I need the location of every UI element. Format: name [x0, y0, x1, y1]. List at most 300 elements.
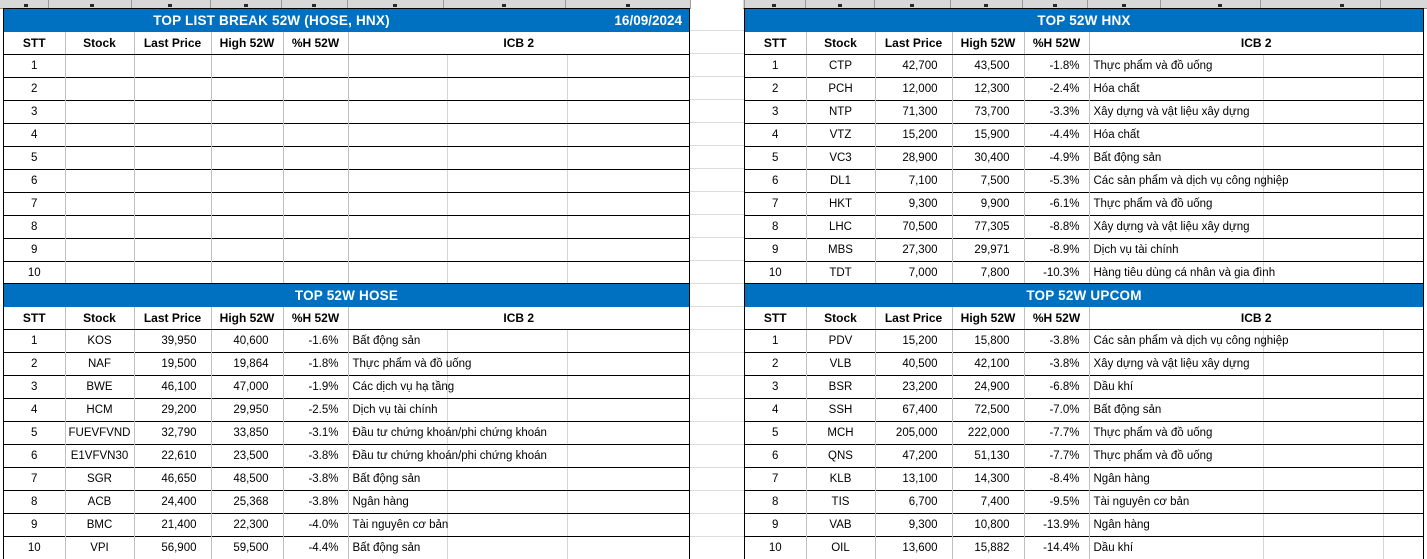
cell[interactable]: HCM: [65, 398, 134, 421]
cell[interactable]: Ngân hàng: [348, 490, 689, 513]
cell[interactable]: 7: [745, 192, 806, 215]
cell[interactable]: -3.3%: [1024, 100, 1089, 123]
cell[interactable]: Bất động sản: [1089, 146, 1423, 169]
cell[interactable]: Hàng tiêu dùng cá nhân và gia đình: [1089, 261, 1423, 284]
cell[interactable]: 40,600: [211, 329, 283, 352]
cell[interactable]: PDV: [806, 329, 875, 352]
cell[interactable]: BWE: [65, 375, 134, 398]
cell[interactable]: Các dịch vụ hạ tầng: [348, 375, 689, 398]
cell[interactable]: Ngân hàng: [1089, 513, 1423, 536]
cell[interactable]: BSR: [806, 375, 875, 398]
cell[interactable]: 8: [4, 490, 65, 513]
col-header-stt[interactable]: STT: [745, 32, 806, 54]
spreadsheet-gap-column[interactable]: [690, 8, 744, 559]
cell[interactable]: NTP: [806, 100, 875, 123]
cell[interactable]: [283, 54, 348, 77]
cell[interactable]: [348, 238, 689, 261]
cell[interactable]: 42,700: [875, 54, 952, 77]
cell[interactable]: Xây dựng và vật liệu xây dựng: [1089, 352, 1423, 375]
cell[interactable]: Bất động sản: [348, 467, 689, 490]
cell[interactable]: Thực phẩm và đồ uống: [348, 352, 689, 375]
col-header-icb2[interactable]: ICB 2: [348, 32, 689, 54]
column-divider: [1160, 0, 1161, 8]
cell[interactable]: [65, 54, 134, 77]
cell[interactable]: 23,200: [875, 375, 952, 398]
cell[interactable]: Tài nguyên cơ bản: [348, 513, 689, 536]
cell[interactable]: [283, 146, 348, 169]
cell[interactable]: 12,300: [952, 77, 1024, 100]
cell[interactable]: 9,300: [875, 513, 952, 536]
cell[interactable]: -8.9%: [1024, 238, 1089, 261]
cell[interactable]: Bất động sản: [348, 536, 689, 559]
col-header-pct-h-52w[interactable]: %H 52W: [283, 307, 348, 329]
col-header-last-price[interactable]: Last Price: [134, 32, 211, 54]
cell[interactable]: Ngân hàng: [1089, 467, 1423, 490]
cell[interactable]: Thực phẩm và đồ uống: [1089, 444, 1423, 467]
cell[interactable]: Hóa chất: [1089, 123, 1423, 146]
cell[interactable]: 56,900: [134, 536, 211, 559]
cell[interactable]: 9: [4, 238, 65, 261]
cell[interactable]: [348, 146, 689, 169]
cell[interactable]: 40,500: [875, 352, 952, 375]
table-row: [4, 77, 689, 100]
cell[interactable]: [134, 192, 211, 215]
cell[interactable]: 9,300: [875, 192, 952, 215]
cell[interactable]: [65, 261, 134, 284]
table-row: [745, 100, 1423, 123]
cell[interactable]: 30,400: [952, 146, 1024, 169]
cell[interactable]: Dầu khí: [1089, 536, 1423, 559]
cell[interactable]: 4: [4, 123, 65, 146]
cell[interactable]: MBS: [806, 238, 875, 261]
cell[interactable]: 3: [745, 100, 806, 123]
cell[interactable]: Thực phẩm và đồ uống: [1089, 192, 1423, 215]
cell[interactable]: 1: [745, 329, 806, 352]
cell[interactable]: 39,950: [134, 329, 211, 352]
cell[interactable]: -14.4%: [1024, 536, 1089, 559]
cell[interactable]: [283, 169, 348, 192]
cell[interactable]: 14,300: [952, 467, 1024, 490]
cell[interactable]: 46,650: [134, 467, 211, 490]
cell[interactable]: 4: [745, 123, 806, 146]
cell[interactable]: 205,000: [875, 421, 952, 444]
col-header-high-52w[interactable]: High 52W: [211, 32, 283, 54]
cell[interactable]: 67,400: [875, 398, 952, 421]
table-row: [4, 215, 689, 238]
cell[interactable]: [65, 215, 134, 238]
cell[interactable]: -2.5%: [283, 398, 348, 421]
cell[interactable]: -4.4%: [1024, 123, 1089, 146]
col-header-high-52w[interactable]: High 52W: [952, 307, 1024, 329]
cell[interactable]: [134, 100, 211, 123]
cell[interactable]: -3.8%: [283, 467, 348, 490]
cell[interactable]: [348, 192, 689, 215]
col-header-stt[interactable]: STT: [4, 32, 65, 54]
cell[interactable]: -1.8%: [283, 352, 348, 375]
table-row: [4, 421, 689, 444]
cell[interactable]: 10: [4, 536, 65, 559]
cell[interactable]: 71,300: [875, 100, 952, 123]
cell[interactable]: 29,200: [134, 398, 211, 421]
cell[interactable]: VAB: [806, 513, 875, 536]
cell[interactable]: -3.8%: [283, 444, 348, 467]
cell[interactable]: Dầu khí: [1089, 375, 1423, 398]
cell[interactable]: ACB: [65, 490, 134, 513]
col-header-last-price[interactable]: Last Price: [134, 307, 211, 329]
cell[interactable]: 8: [745, 215, 806, 238]
cell[interactable]: -1.9%: [283, 375, 348, 398]
cell[interactable]: 15,900: [952, 123, 1024, 146]
upcom-table: [745, 307, 1423, 559]
cell[interactable]: 15,882: [952, 536, 1024, 559]
table-row: [745, 146, 1423, 169]
cell[interactable]: [348, 123, 689, 146]
cell[interactable]: 10,800: [952, 513, 1024, 536]
cell[interactable]: [283, 100, 348, 123]
cell[interactable]: 10: [4, 261, 65, 284]
cell[interactable]: 23,500: [211, 444, 283, 467]
cell[interactable]: -3.8%: [1024, 329, 1089, 352]
cell[interactable]: 6: [4, 169, 65, 192]
cell[interactable]: Đầu tư chứng khoán/phi chứng khoán: [348, 421, 689, 444]
cell[interactable]: 10: [745, 261, 806, 284]
cell[interactable]: [211, 54, 283, 77]
cell[interactable]: 1: [4, 329, 65, 352]
cell[interactable]: [211, 146, 283, 169]
cell[interactable]: SSH: [806, 398, 875, 421]
cell[interactable]: -1.8%: [1024, 54, 1089, 77]
cell[interactable]: OIL: [806, 536, 875, 559]
cell[interactable]: 7,100: [875, 169, 952, 192]
cell[interactable]: 5: [4, 421, 65, 444]
cell[interactable]: 73,700: [952, 100, 1024, 123]
panel-top52w-upcom: [744, 283, 1424, 559]
cell[interactable]: [348, 169, 689, 192]
cell[interactable]: 12,000: [875, 77, 952, 100]
column-letter-fragment: [1218, 4, 1222, 7]
col-header-stock[interactable]: Stock: [65, 307, 134, 329]
cell[interactable]: [211, 169, 283, 192]
cell[interactable]: -9.5%: [1024, 490, 1089, 513]
cell[interactable]: -4.4%: [283, 536, 348, 559]
column-divider: [1022, 0, 1023, 8]
table-row: [745, 490, 1423, 513]
table-row: [745, 123, 1423, 146]
cell[interactable]: -10.3%: [1024, 261, 1089, 284]
column-divider: [565, 0, 566, 8]
cell[interactable]: [211, 238, 283, 261]
col-header-icb2[interactable]: ICB 2: [1089, 32, 1423, 54]
cell[interactable]: KOS: [65, 329, 134, 352]
cell[interactable]: HKT: [806, 192, 875, 215]
cell[interactable]: [283, 192, 348, 215]
cell[interactable]: -7.7%: [1024, 421, 1089, 444]
cell[interactable]: VPI: [65, 536, 134, 559]
cell[interactable]: 5: [745, 146, 806, 169]
cell[interactable]: [211, 261, 283, 284]
column-letter-fragment: [1053, 4, 1057, 7]
column-letter-fragment: [502, 4, 506, 7]
cell[interactable]: 27,300: [875, 238, 952, 261]
col-header-icb2[interactable]: ICB 2: [1089, 307, 1423, 329]
cell[interactable]: -4.9%: [1024, 146, 1089, 169]
cell[interactable]: Tài nguyên cơ bản: [1089, 490, 1423, 513]
cell[interactable]: 7,500: [952, 169, 1024, 192]
cell[interactable]: 3: [4, 375, 65, 398]
table-title: TOP 52W HOSE: [294, 288, 399, 303]
col-header-high-52w[interactable]: High 52W: [952, 32, 1024, 54]
col-header-icb2[interactable]: ICB 2: [348, 307, 689, 329]
cell[interactable]: -8.4%: [1024, 467, 1089, 490]
cell[interactable]: 33,850: [211, 421, 283, 444]
cell[interactable]: [283, 77, 348, 100]
cell[interactable]: 5: [4, 146, 65, 169]
cell[interactable]: 3: [745, 375, 806, 398]
cell[interactable]: Xây dựng và vật liệu xây dựng: [1089, 100, 1423, 123]
cell[interactable]: 21,400: [134, 513, 211, 536]
hnx-title-bar[interactable]: [745, 9, 1423, 32]
cell[interactable]: Bất động sản: [348, 329, 689, 352]
cell[interactable]: 70,500: [875, 215, 952, 238]
cell[interactable]: [348, 77, 689, 100]
col-header-last-price[interactable]: Last Price: [875, 307, 952, 329]
cell[interactable]: [211, 123, 283, 146]
cell[interactable]: [283, 261, 348, 284]
table-title: TOP LIST BREAK 52W (HOSE, HNX): [153, 13, 390, 28]
cell[interactable]: 2: [4, 352, 65, 375]
cell[interactable]: [348, 100, 689, 123]
col-header-pct-h-52w[interactable]: %H 52W: [1024, 32, 1089, 54]
cell[interactable]: 1: [4, 54, 65, 77]
cell[interactable]: E1VFVN30: [65, 444, 134, 467]
column-divider: [744, 0, 745, 8]
cell[interactable]: 29,971: [952, 238, 1024, 261]
cell[interactable]: 24,900: [952, 375, 1024, 398]
cell[interactable]: 59,500: [211, 536, 283, 559]
cell[interactable]: Bất động sản: [1089, 398, 1423, 421]
cell[interactable]: -3.8%: [1024, 352, 1089, 375]
col-header-stt[interactable]: STT: [745, 307, 806, 329]
cell[interactable]: 15,200: [875, 123, 952, 146]
cell[interactable]: 42,100: [952, 352, 1024, 375]
cell[interactable]: 51,130: [952, 444, 1024, 467]
cell[interactable]: 29,950: [211, 398, 283, 421]
column-letter-fragment: [1340, 4, 1344, 7]
cell[interactable]: 22,610: [134, 444, 211, 467]
cell[interactable]: [65, 238, 134, 261]
cell[interactable]: 15,800: [952, 329, 1024, 352]
cell[interactable]: [65, 123, 134, 146]
cell[interactable]: 6: [4, 444, 65, 467]
cell[interactable]: 4: [4, 398, 65, 421]
cell[interactable]: 222,000: [952, 421, 1024, 444]
cell[interactable]: MCH: [806, 421, 875, 444]
cell[interactable]: [211, 100, 283, 123]
cell[interactable]: Dịch vụ tài chính: [1089, 238, 1423, 261]
cell[interactable]: 1: [745, 54, 806, 77]
cell[interactable]: 6: [745, 169, 806, 192]
col-header-pct-h-52w[interactable]: %H 52W: [283, 32, 348, 54]
cell[interactable]: 13,600: [875, 536, 952, 559]
cell[interactable]: [134, 169, 211, 192]
cell[interactable]: [211, 215, 283, 238]
cell[interactable]: -3.8%: [283, 490, 348, 513]
cell[interactable]: [65, 192, 134, 215]
cell[interactable]: 4: [745, 398, 806, 421]
cell[interactable]: 8: [4, 215, 65, 238]
cell[interactable]: TDT: [806, 261, 875, 284]
cell[interactable]: Dịch vụ tài chính: [348, 398, 689, 421]
table-row: [745, 352, 1423, 375]
cell[interactable]: Thực phẩm và đồ uống: [1089, 54, 1423, 77]
cell[interactable]: 10: [745, 536, 806, 559]
cell[interactable]: 7,800: [952, 261, 1024, 284]
cell[interactable]: 6: [745, 444, 806, 467]
cell[interactable]: Đầu tư chứng khoán/phi chứng khoán: [348, 444, 689, 467]
cell[interactable]: 7: [4, 467, 65, 490]
header-row: [745, 307, 1423, 329]
cell[interactable]: -7.7%: [1024, 444, 1089, 467]
cell[interactable]: 2: [4, 77, 65, 100]
cell[interactable]: 8: [745, 490, 806, 513]
cell[interactable]: [134, 123, 211, 146]
table-row: [4, 352, 689, 375]
cell[interactable]: CTP: [806, 54, 875, 77]
cell[interactable]: 32,790: [134, 421, 211, 444]
cell[interactable]: FUEVFVND: [65, 421, 134, 444]
cell[interactable]: 13,100: [875, 467, 952, 490]
cell[interactable]: 19,500: [134, 352, 211, 375]
hose-title-bar[interactable]: [4, 284, 689, 307]
cell[interactable]: 77,305: [952, 215, 1024, 238]
cell[interactable]: [348, 54, 689, 77]
cell[interactable]: [134, 238, 211, 261]
table-row: [745, 77, 1423, 100]
column-divider: [131, 0, 132, 8]
cell[interactable]: VLB: [806, 352, 875, 375]
cell[interactable]: 19,864: [211, 352, 283, 375]
table-title: TOP 52W HNX: [1037, 13, 1131, 28]
cell[interactable]: [348, 261, 689, 284]
cell[interactable]: VC3: [806, 146, 875, 169]
cell[interactable]: [283, 123, 348, 146]
cell[interactable]: BMC: [65, 513, 134, 536]
cell[interactable]: [134, 215, 211, 238]
cell[interactable]: DL1: [806, 169, 875, 192]
cell[interactable]: 5: [745, 421, 806, 444]
cell[interactable]: -1.6%: [283, 329, 348, 352]
cell[interactable]: -6.8%: [1024, 375, 1089, 398]
upcom-title-bar[interactable]: [745, 284, 1423, 307]
cell[interactable]: Các sản phẩm và dịch vụ công nghiệp: [1089, 169, 1423, 192]
col-header-stock[interactable]: Stock: [806, 307, 875, 329]
cell[interactable]: 9,900: [952, 192, 1024, 215]
cell[interactable]: 72,500: [952, 398, 1024, 421]
cell[interactable]: 48,500: [211, 467, 283, 490]
col-header-stock[interactable]: Stock: [806, 32, 875, 54]
col-header-high-52w[interactable]: High 52W: [211, 307, 283, 329]
cell[interactable]: 7: [745, 467, 806, 490]
cell[interactable]: 28,900: [875, 146, 952, 169]
cell[interactable]: TIS: [806, 490, 875, 513]
cell[interactable]: [134, 261, 211, 284]
cell[interactable]: 24,400: [134, 490, 211, 513]
cell[interactable]: 47,200: [875, 444, 952, 467]
cell[interactable]: 46,100: [134, 375, 211, 398]
cell[interactable]: [283, 215, 348, 238]
cell[interactable]: [348, 215, 689, 238]
cell[interactable]: 9: [745, 238, 806, 261]
col-header-stock[interactable]: Stock: [65, 32, 134, 54]
table-row: [4, 490, 689, 513]
cell[interactable]: 25,368: [211, 490, 283, 513]
cell[interactable]: 9: [4, 513, 65, 536]
cell[interactable]: -4.0%: [283, 513, 348, 536]
col-header-stt[interactable]: STT: [4, 307, 65, 329]
cell[interactable]: -13.9%: [1024, 513, 1089, 536]
cell[interactable]: [65, 77, 134, 100]
cell[interactable]: [134, 77, 211, 100]
cell[interactable]: [211, 77, 283, 100]
cell[interactable]: [283, 238, 348, 261]
cell[interactable]: -7.0%: [1024, 398, 1089, 421]
cell[interactable]: QNS: [806, 444, 875, 467]
cell[interactable]: 7,400: [952, 490, 1024, 513]
cell[interactable]: [211, 192, 283, 215]
cell[interactable]: Xây dựng và vật liệu xây dựng: [1089, 215, 1423, 238]
cell[interactable]: 3: [4, 100, 65, 123]
column-letter-fragment: [244, 4, 248, 7]
cell[interactable]: 2: [745, 77, 806, 100]
cell[interactable]: -5.3%: [1024, 169, 1089, 192]
cell[interactable]: [65, 100, 134, 123]
cell[interactable]: [134, 54, 211, 77]
col-header-last-price[interactable]: Last Price: [875, 32, 952, 54]
cell[interactable]: 6,700: [875, 490, 952, 513]
cell[interactable]: Các sản phẩm và dịch vụ công nghiệp: [1089, 329, 1423, 352]
cell[interactable]: Thực phẩm và đồ uống: [1089, 421, 1423, 444]
cell[interactable]: 47,000: [211, 375, 283, 398]
cell[interactable]: 43,500: [952, 54, 1024, 77]
cell[interactable]: -8.8%: [1024, 215, 1089, 238]
cell[interactable]: [65, 169, 134, 192]
cell[interactable]: NAF: [65, 352, 134, 375]
cell[interactable]: PCH: [806, 77, 875, 100]
cell[interactable]: Hóa chất: [1089, 77, 1423, 100]
break52w-title-bar[interactable]: [4, 9, 689, 32]
table-row: [4, 329, 689, 352]
cell[interactable]: VTZ: [806, 123, 875, 146]
cell[interactable]: 9: [745, 513, 806, 536]
cell[interactable]: -2.4%: [1024, 77, 1089, 100]
table-row: [745, 444, 1423, 467]
col-header-pct-h-52w[interactable]: %H 52W: [1024, 307, 1089, 329]
cell[interactable]: SGR: [65, 467, 134, 490]
cell[interactable]: [134, 146, 211, 169]
column-divider: [874, 0, 875, 8]
cell[interactable]: -3.1%: [283, 421, 348, 444]
cell[interactable]: 7: [4, 192, 65, 215]
cell[interactable]: -6.1%: [1024, 192, 1089, 215]
cell[interactable]: [65, 146, 134, 169]
cell[interactable]: 15,200: [875, 329, 952, 352]
cell[interactable]: 22,300: [211, 513, 283, 536]
cell[interactable]: 2: [745, 352, 806, 375]
cell[interactable]: 7,000: [875, 261, 952, 284]
cell[interactable]: LHC: [806, 215, 875, 238]
column-letter-fragment: [168, 4, 172, 7]
cell[interactable]: KLB: [806, 467, 875, 490]
